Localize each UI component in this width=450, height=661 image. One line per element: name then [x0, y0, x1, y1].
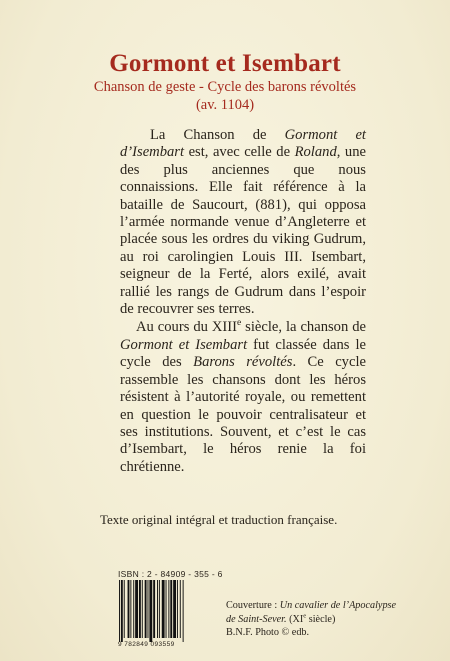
barcode-bar — [139, 580, 141, 638]
text: , une des plus anciennes que nous connaissions. Elle fait référence à la bataille de Saucourt, (881), qui opposa l’armée normande venue d’Angleterre et placée sous les ordres du viking Gudrum, au roi carolingien Louis III. Isembart, seigneur de la Ferté, alors exilé, avait rallié les rangs de Gudrum dans l’espoir de recouvrer ses terres. — [120, 144, 366, 318]
barcode-bar — [183, 580, 184, 642]
barcode-bar — [145, 580, 147, 638]
cover-credit — [226, 599, 396, 640]
barcode-bar — [148, 580, 149, 638]
barcode-bar — [133, 580, 134, 638]
blurb-paragraph-2 — [120, 319, 366, 476]
book-date: (av. 1104) — [195, 97, 255, 113]
barcode-bar — [162, 580, 165, 638]
superscript: e — [303, 612, 307, 620]
blurb — [120, 127, 366, 476]
italic-title: Gormont et Isembart — [120, 336, 248, 353]
barcode-bar — [128, 580, 130, 638]
credit-line-1 — [226, 599, 396, 613]
isbn-label: ISBN : 2 - 84909 - 355 - 6 — [118, 569, 223, 579]
barcode-bar — [135, 580, 138, 638]
italic-title: Barons révoltés — [193, 354, 293, 371]
superscript: e — [237, 318, 242, 329]
barcode — [118, 580, 210, 644]
text: siècle, la chanson de — [241, 319, 366, 336]
barcode-bar — [180, 580, 181, 638]
barcode-bar — [153, 580, 155, 638]
book-subtitle: Chanson de geste - Cycle des barons révoltés — [93, 79, 357, 95]
text: Au cours du XIII — [136, 319, 237, 336]
barcode-bar — [142, 580, 143, 638]
edition-note: Texte original intégral et traduction française. — [100, 512, 338, 527]
italic-title: Roland — [294, 144, 337, 161]
text: . Ce cycle rassemble les chansons dont les héros résistent à l’autorité royale, ou remettent en question le pouvoir centralisateur et ses institutions. Souvent, et c’est le cas d’Isembart, le héros renie la foi chrétienne. — [120, 354, 366, 475]
barcode-bar — [119, 580, 120, 642]
barcode-bar — [168, 580, 169, 638]
barcode-bar — [121, 580, 123, 642]
barcode-bar — [159, 580, 160, 638]
barcode-bar — [149, 580, 152, 642]
barcode-bar — [170, 580, 172, 638]
italic-title: de Saint-Sever. — [226, 613, 287, 625]
italic-title: Un cavalier de l’Apocalypse — [279, 600, 397, 611]
barcode-digits: 9 782849 093559 — [118, 641, 175, 648]
blurb-paragraph-1 — [120, 127, 366, 318]
text: siècle) — [306, 613, 336, 625]
barcode-bar — [173, 580, 176, 638]
text: est, avec celle de — [184, 144, 295, 161]
barcode-bar — [157, 580, 158, 638]
barcode-bar — [124, 580, 125, 638]
barcode-bar — [177, 580, 178, 638]
barcode-bar — [130, 580, 131, 638]
barcode-bar — [166, 580, 167, 638]
italic-title: Gormont et d’Isembart — [120, 127, 366, 161]
credit-line-2 — [226, 613, 396, 627]
text: fut classée dans le cycle des — [120, 336, 366, 371]
credit-line-3: B.N.F. Photo © edb. — [226, 627, 310, 639]
text: La Chanson de — [150, 127, 285, 143]
text: Couverture : — [226, 600, 280, 611]
text: (XI — [286, 613, 304, 625]
book-title: Gormont et Isembart — [109, 50, 341, 77]
